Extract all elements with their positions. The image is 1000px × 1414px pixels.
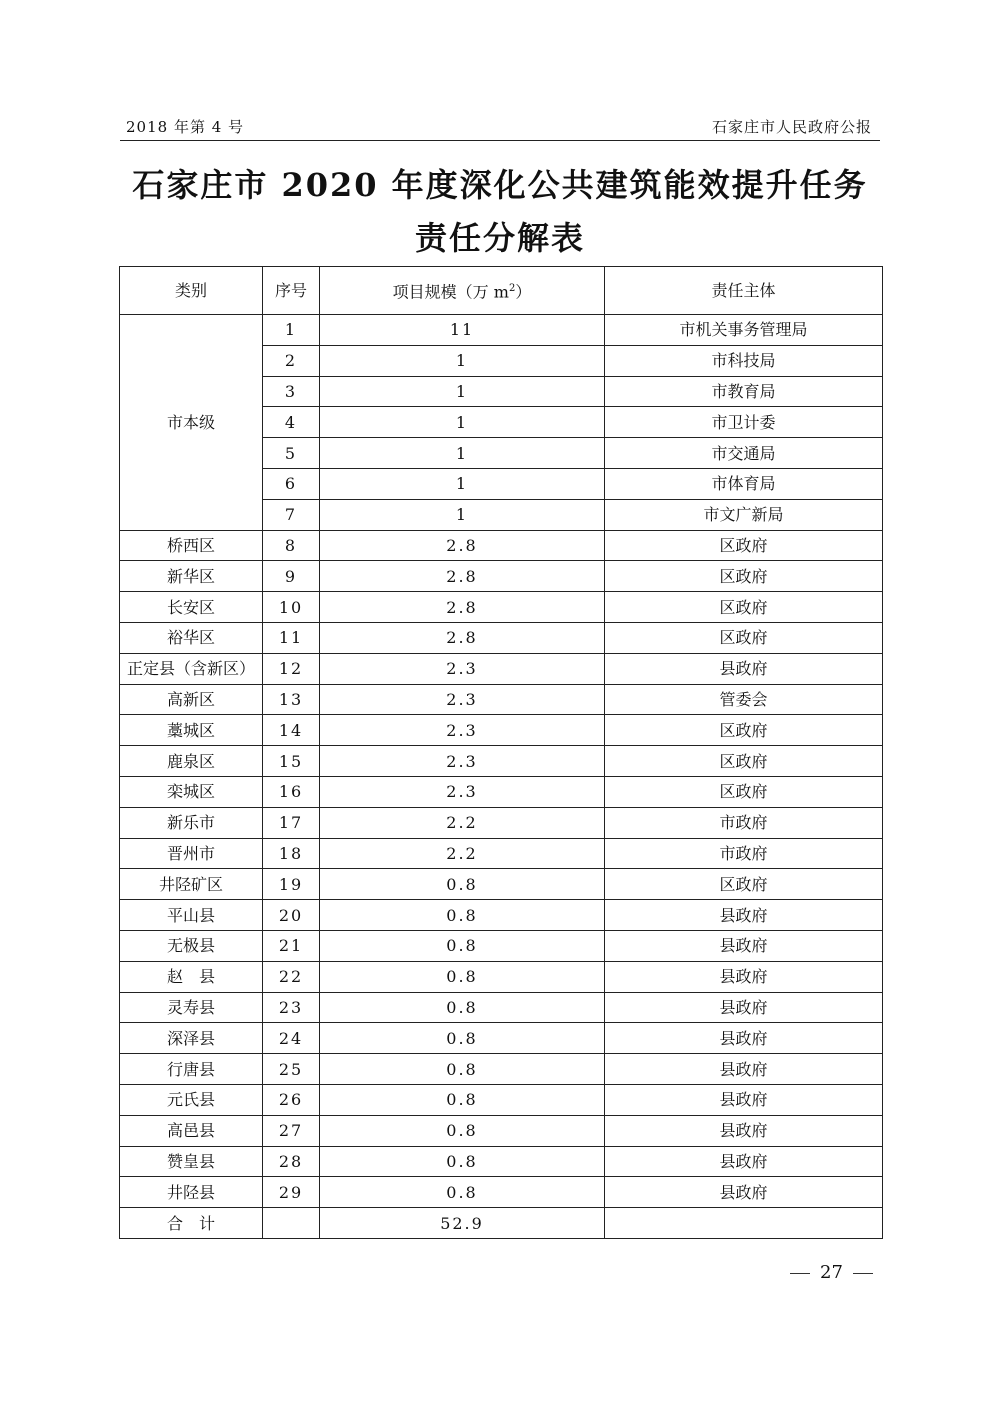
cell-seq: 2 xyxy=(263,345,320,376)
cell-scale: 0.8 xyxy=(320,930,605,961)
page-header xyxy=(120,112,880,141)
cell-scale: 0.8 xyxy=(320,1054,605,1085)
publication-name: 石家庄市人民政府公报 xyxy=(711,118,872,136)
cell-scale: 1 xyxy=(320,345,605,376)
header-scale: 项目规模（万 $m^2$） xyxy=(320,267,605,315)
cell-category: 桥西区 xyxy=(120,530,263,561)
issue-number: 2018 年第 4 号 xyxy=(126,118,245,136)
table-row xyxy=(120,530,883,561)
cell-category: 藁城区 xyxy=(120,715,263,746)
cell-seq: 25 xyxy=(263,1054,320,1085)
cell-category: 赵 县 xyxy=(120,961,263,992)
cell-owner: 区政府 xyxy=(605,592,883,623)
cell-scale: 1 xyxy=(320,468,605,499)
table-row xyxy=(120,684,883,715)
cell-seq: 15 xyxy=(263,746,320,777)
cell-category: 赞皇县 xyxy=(120,1146,263,1177)
cell-scale: 2.3 xyxy=(320,653,605,684)
cell-seq: 13 xyxy=(263,684,320,715)
cell-scale: 2.2 xyxy=(320,838,605,869)
cell-scale: 2.8 xyxy=(320,530,605,561)
table-row xyxy=(120,315,883,346)
table-row xyxy=(120,807,883,838)
cell-seq: 19 xyxy=(263,869,320,900)
cell-category: 平山县 xyxy=(120,900,263,931)
cell-owner: 市体育局 xyxy=(605,468,883,499)
cell-seq: 1 xyxy=(263,315,320,346)
cell-category: 灵寿县 xyxy=(120,992,263,1023)
cell-seq: 21 xyxy=(263,930,320,961)
cell-category: 裕华区 xyxy=(120,622,263,653)
cell-seq: 5 xyxy=(263,438,320,469)
cell-seq: 17 xyxy=(263,807,320,838)
cell-seq: 28 xyxy=(263,1146,320,1177)
table-row xyxy=(120,1084,883,1115)
cell-scale: 2.3 xyxy=(320,746,605,777)
cell-owner: 管委会 xyxy=(605,684,883,715)
cell-owner: 县政府 xyxy=(605,1177,883,1208)
dash-left xyxy=(790,1273,810,1274)
cell-owner: 县政府 xyxy=(605,1084,883,1115)
cell-scale: 0.8 xyxy=(320,1023,605,1054)
cell-category: 晋州市 xyxy=(120,838,263,869)
cell-seq: 24 xyxy=(263,1023,320,1054)
cell-owner: 县政府 xyxy=(605,1054,883,1085)
cell-owner: 县政府 xyxy=(605,961,883,992)
table-row xyxy=(120,838,883,869)
total-owner xyxy=(605,1208,883,1239)
cell-scale: 0.8 xyxy=(320,869,605,900)
table-row xyxy=(120,930,883,961)
cell-scale: 2.3 xyxy=(320,776,605,807)
cell-scale: 0.8 xyxy=(320,1115,605,1146)
cell-owner: 县政府 xyxy=(605,992,883,1023)
cell-scale: 2.8 xyxy=(320,561,605,592)
task-table xyxy=(119,266,883,1239)
table-row xyxy=(120,592,883,623)
total-seq xyxy=(263,1208,320,1239)
cell-owner: 县政府 xyxy=(605,1023,883,1054)
table-row xyxy=(120,992,883,1023)
total-label: 合 计 xyxy=(120,1208,263,1239)
cell-category: 无极县 xyxy=(120,930,263,961)
table-header-row xyxy=(120,267,883,315)
page-footer xyxy=(780,1262,883,1283)
cell-category: 井陉县 xyxy=(120,1177,263,1208)
cell-scale: 2.3 xyxy=(320,715,605,746)
cell-scale: 1 xyxy=(320,499,605,530)
cell-scale: 0.8 xyxy=(320,961,605,992)
page-number: 27 xyxy=(820,1262,843,1283)
cell-seq: 7 xyxy=(263,499,320,530)
cell-category: 高邑县 xyxy=(120,1115,263,1146)
table-row xyxy=(120,1023,883,1054)
cell-owner: 县政府 xyxy=(605,1146,883,1177)
cell-owner: 区政府 xyxy=(605,776,883,807)
total-row xyxy=(120,1208,883,1239)
cell-seq: 4 xyxy=(263,407,320,438)
cell-seq: 10 xyxy=(263,592,320,623)
cell-seq: 16 xyxy=(263,776,320,807)
cell-scale: 2.2 xyxy=(320,807,605,838)
table-row xyxy=(120,715,883,746)
cell-owner: 区政府 xyxy=(605,622,883,653)
cell-category: 鹿泉区 xyxy=(120,746,263,777)
cell-owner: 市政府 xyxy=(605,807,883,838)
cell-owner: 县政府 xyxy=(605,1115,883,1146)
cell-category: 新华区 xyxy=(120,561,263,592)
cell-scale: 11 xyxy=(320,315,605,346)
cell-seq: 6 xyxy=(263,468,320,499)
table-body xyxy=(120,315,883,1239)
cell-owner: 区政府 xyxy=(605,715,883,746)
dash-right xyxy=(853,1273,873,1274)
cell-scale: 2.8 xyxy=(320,592,605,623)
cell-category: 元氏县 xyxy=(120,1084,263,1115)
cell-category: 新乐市 xyxy=(120,807,263,838)
cell-category: 市本级 xyxy=(120,315,263,531)
cell-seq: 23 xyxy=(263,992,320,1023)
cell-seq: 22 xyxy=(263,961,320,992)
cell-category: 高新区 xyxy=(120,684,263,715)
table-row xyxy=(120,1177,883,1208)
cell-scale: 0.8 xyxy=(320,1177,605,1208)
table-row xyxy=(120,900,883,931)
header-owner: 责任主体 xyxy=(605,267,883,315)
cell-category: 行唐县 xyxy=(120,1054,263,1085)
cell-owner: 市机关事务管理局 xyxy=(605,315,883,346)
document-title: 石家庄市 2020 年度深化公共建筑能效提升任务 xyxy=(132,166,868,204)
cell-seq: 29 xyxy=(263,1177,320,1208)
cell-owner: 区政府 xyxy=(605,746,883,777)
cell-owner: 市教育局 xyxy=(605,376,883,407)
table-row xyxy=(120,1146,883,1177)
header-category: 类别 xyxy=(120,267,263,315)
cell-owner: 区政府 xyxy=(605,869,883,900)
total-scale: 52.9 xyxy=(320,1208,605,1239)
table-row xyxy=(120,561,883,592)
cell-category: 正定县（含新区） xyxy=(120,653,263,684)
cell-seq: 12 xyxy=(263,653,320,684)
cell-scale: 2.3 xyxy=(320,684,605,715)
table-row xyxy=(120,1054,883,1085)
cell-seq: 18 xyxy=(263,838,320,869)
table-row xyxy=(120,746,883,777)
cell-category: 栾城区 xyxy=(120,776,263,807)
cell-seq: 14 xyxy=(263,715,320,746)
cell-category: 长安区 xyxy=(120,592,263,623)
cell-category: 井陉矿区 xyxy=(120,869,263,900)
cell-owner: 市科技局 xyxy=(605,345,883,376)
cell-scale: 1 xyxy=(320,376,605,407)
table-row xyxy=(120,776,883,807)
cell-owner: 市文广新局 xyxy=(605,499,883,530)
table-row xyxy=(120,869,883,900)
cell-seq: 11 xyxy=(263,622,320,653)
cell-seq: 26 xyxy=(263,1084,320,1115)
cell-scale: 2.8 xyxy=(320,622,605,653)
table-row xyxy=(120,622,883,653)
cell-owner: 县政府 xyxy=(605,900,883,931)
cell-owner: 市政府 xyxy=(605,838,883,869)
cell-scale: 0.8 xyxy=(320,1084,605,1115)
cell-owner: 市交通局 xyxy=(605,438,883,469)
table-row xyxy=(120,653,883,684)
cell-seq: 20 xyxy=(263,900,320,931)
header-seq: 序号 xyxy=(263,267,320,315)
cell-scale: 0.8 xyxy=(320,900,605,931)
cell-scale: 1 xyxy=(320,407,605,438)
cell-scale: 1 xyxy=(320,438,605,469)
cell-owner: 县政府 xyxy=(605,653,883,684)
cell-seq: 3 xyxy=(263,376,320,407)
cell-seq: 9 xyxy=(263,561,320,592)
cell-scale: 0.8 xyxy=(320,1146,605,1177)
cell-owner: 县政府 xyxy=(605,930,883,961)
document-subtitle: 责任分解表 xyxy=(414,219,585,257)
cell-owner: 区政府 xyxy=(605,561,883,592)
table-row xyxy=(120,1115,883,1146)
cell-scale: 0.8 xyxy=(320,992,605,1023)
table-row xyxy=(120,961,883,992)
cell-owner: 市卫计委 xyxy=(605,407,883,438)
cell-seq: 27 xyxy=(263,1115,320,1146)
cell-owner: 区政府 xyxy=(605,530,883,561)
cell-category: 深泽县 xyxy=(120,1023,263,1054)
cell-seq: 8 xyxy=(263,530,320,561)
